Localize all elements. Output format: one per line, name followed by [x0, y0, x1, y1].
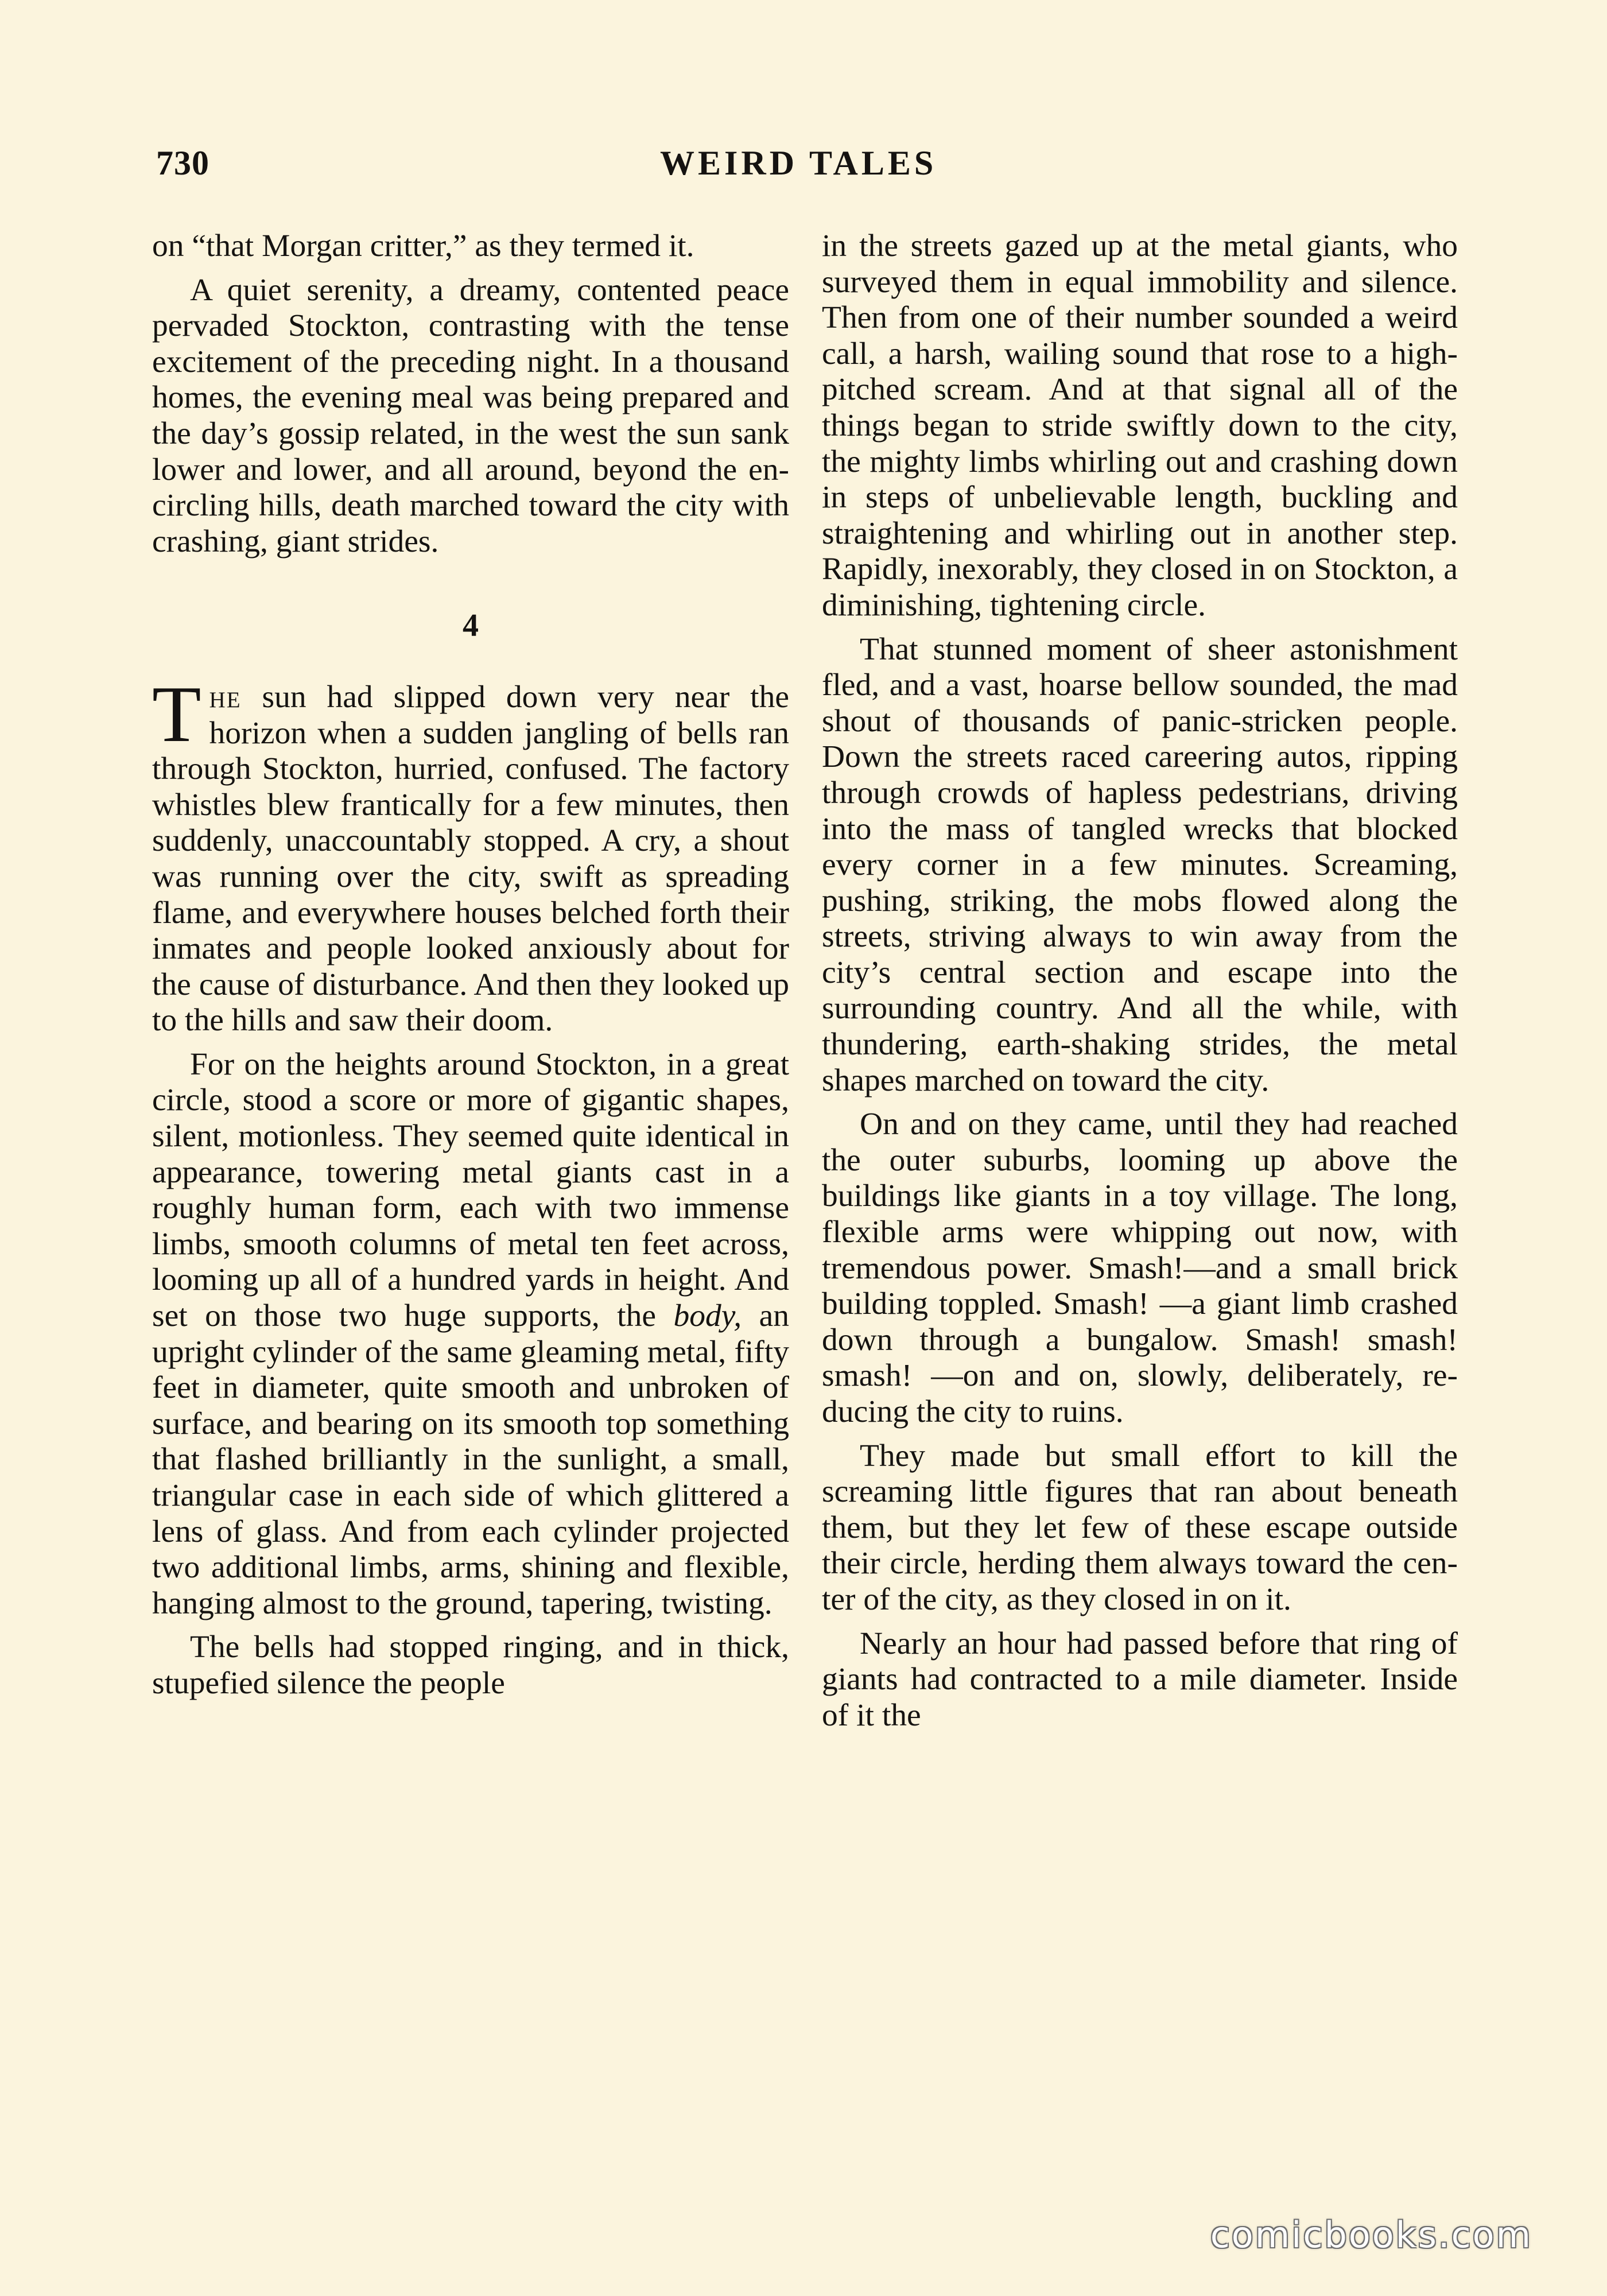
left-column	[152, 228, 789, 1710]
paragraph: in the streets gazed up at the metal giants, who surveyed them in equal immobility and silence. Then from one of their number sounded a weird call, a harsh, wailing sound that rose to a high-pitched scream. And at that signal all of the things began to stride swiftly down to the city, the mighty limbs whirling out and crashing down in steps of unbelievable length, buckling and straightening and whirling out in another step. Rapidly, inexorably, they closed in on Stockton, a diminishing, tightening circle.	[822, 228, 1458, 623]
right-column	[822, 228, 1458, 1742]
paragraph-dropcap	[152, 669, 789, 1039]
paragraph-text: an upright cylinder of the same gleaming metal, fifty feet in diameter, quite smooth and unbroken of surface, and bearing on its smooth top something that flashed brilliantly in the sunlight, a small, triangular case in each side of which glittered a lens of glass. And from each cylinder projected two additional limbs, arms, shining and flexible, hanging almost to the ground, tapering, twisting.	[152, 1298, 790, 1621]
small-caps-text: he	[209, 679, 242, 715]
drop-cap: T	[152, 669, 201, 759]
paragraph: On and on they came, until they had reached the outer suburbs, looming up above the buildings like giants in a toy village. The long, flexible arms were whipping out now, with tremendous power. Smash!—and a small brick building toppled. Smash! —a giant limb crashed down through a bungalow. Smash! smash! smash! —on and on, slowly, deliberately, reducing the city to ruins.	[822, 1107, 1458, 1429]
paragraph: A quiet serenity, a dreamy, contented peace pervaded Stockton, contrasting with the tense excitement of the preceding night. In a thousand homes, the evening meal was being prepared and the day’s gossip related, in the west the sun sank lower and lower, and all around, beyond the encircling hills, death marched toward the city with crashing, giant strides.	[152, 272, 789, 559]
paragraph: That stunned moment of sheer astonishment fled, and a vast, hoarse bellow sounded, the mad shout of thousands of panic-stricken people. Down the streets raced careering autos, ripping through crowds of hapless pedestrians, driving into the mass of tangled wrecks that blocked every corner in a few minutes. Screaming, pushing, striking, the mobs flowed along the streets, striving always to win away from the city’s central section and escape into the surrounding country. And all the while, with thundering, earth-shaking strides, the metal shapes marched on toward the city.	[822, 631, 1458, 1098]
paragraph: The bells had stopped ringing, and in thick, stupefied silence the people	[152, 1630, 789, 1701]
paragraph	[152, 1047, 789, 1622]
paragraph: Nearly an hour had passed before that ring of giants had contracted to a mile diameter. Inside of it the	[822, 1626, 1458, 1733]
paragraph: on “that Morgan critter,” as they termed it.	[152, 228, 694, 263]
paragraph: They made but small effort to kill the screaming little figures that ran about beneath them, but they let few of these escape outside their circle, herding them always toward the center of the city, as they closed in on it.	[822, 1438, 1458, 1617]
italic-text: body,	[673, 1298, 742, 1334]
running-head: WEIRD TALES	[660, 144, 937, 182]
paragraph-text: For on the heights around Stockton, in a great circle, stood a score or more of gigantic shapes, silent, motionless. They seemed quite identical in appearance, towering metal giants cast in a roughly human form, each with two immense limbs, smooth columns of metal ten feet across, looming up all of a hundred yards in height. And set on those two huge supports, the	[152, 1046, 789, 1334]
page-number: 730	[156, 144, 209, 182]
watermark: comicbooks.com	[1210, 2214, 1532, 2256]
paragraph-text: sun had slipped down very near the horizon when a sudden jangling of bells ran through Stockton, hurried, confused. The factory whistles blew frantically for a few minutes, then suddenly, unaccountably stopped. A cry, a shout was running over the city, swift as spreading flame, and everywhere houses belched forth their inmates and people looked anxiously about for the cause of disturbance. And then they looked up to the hills and saw their doom.	[152, 679, 789, 1038]
section-number: 4	[463, 608, 479, 644]
